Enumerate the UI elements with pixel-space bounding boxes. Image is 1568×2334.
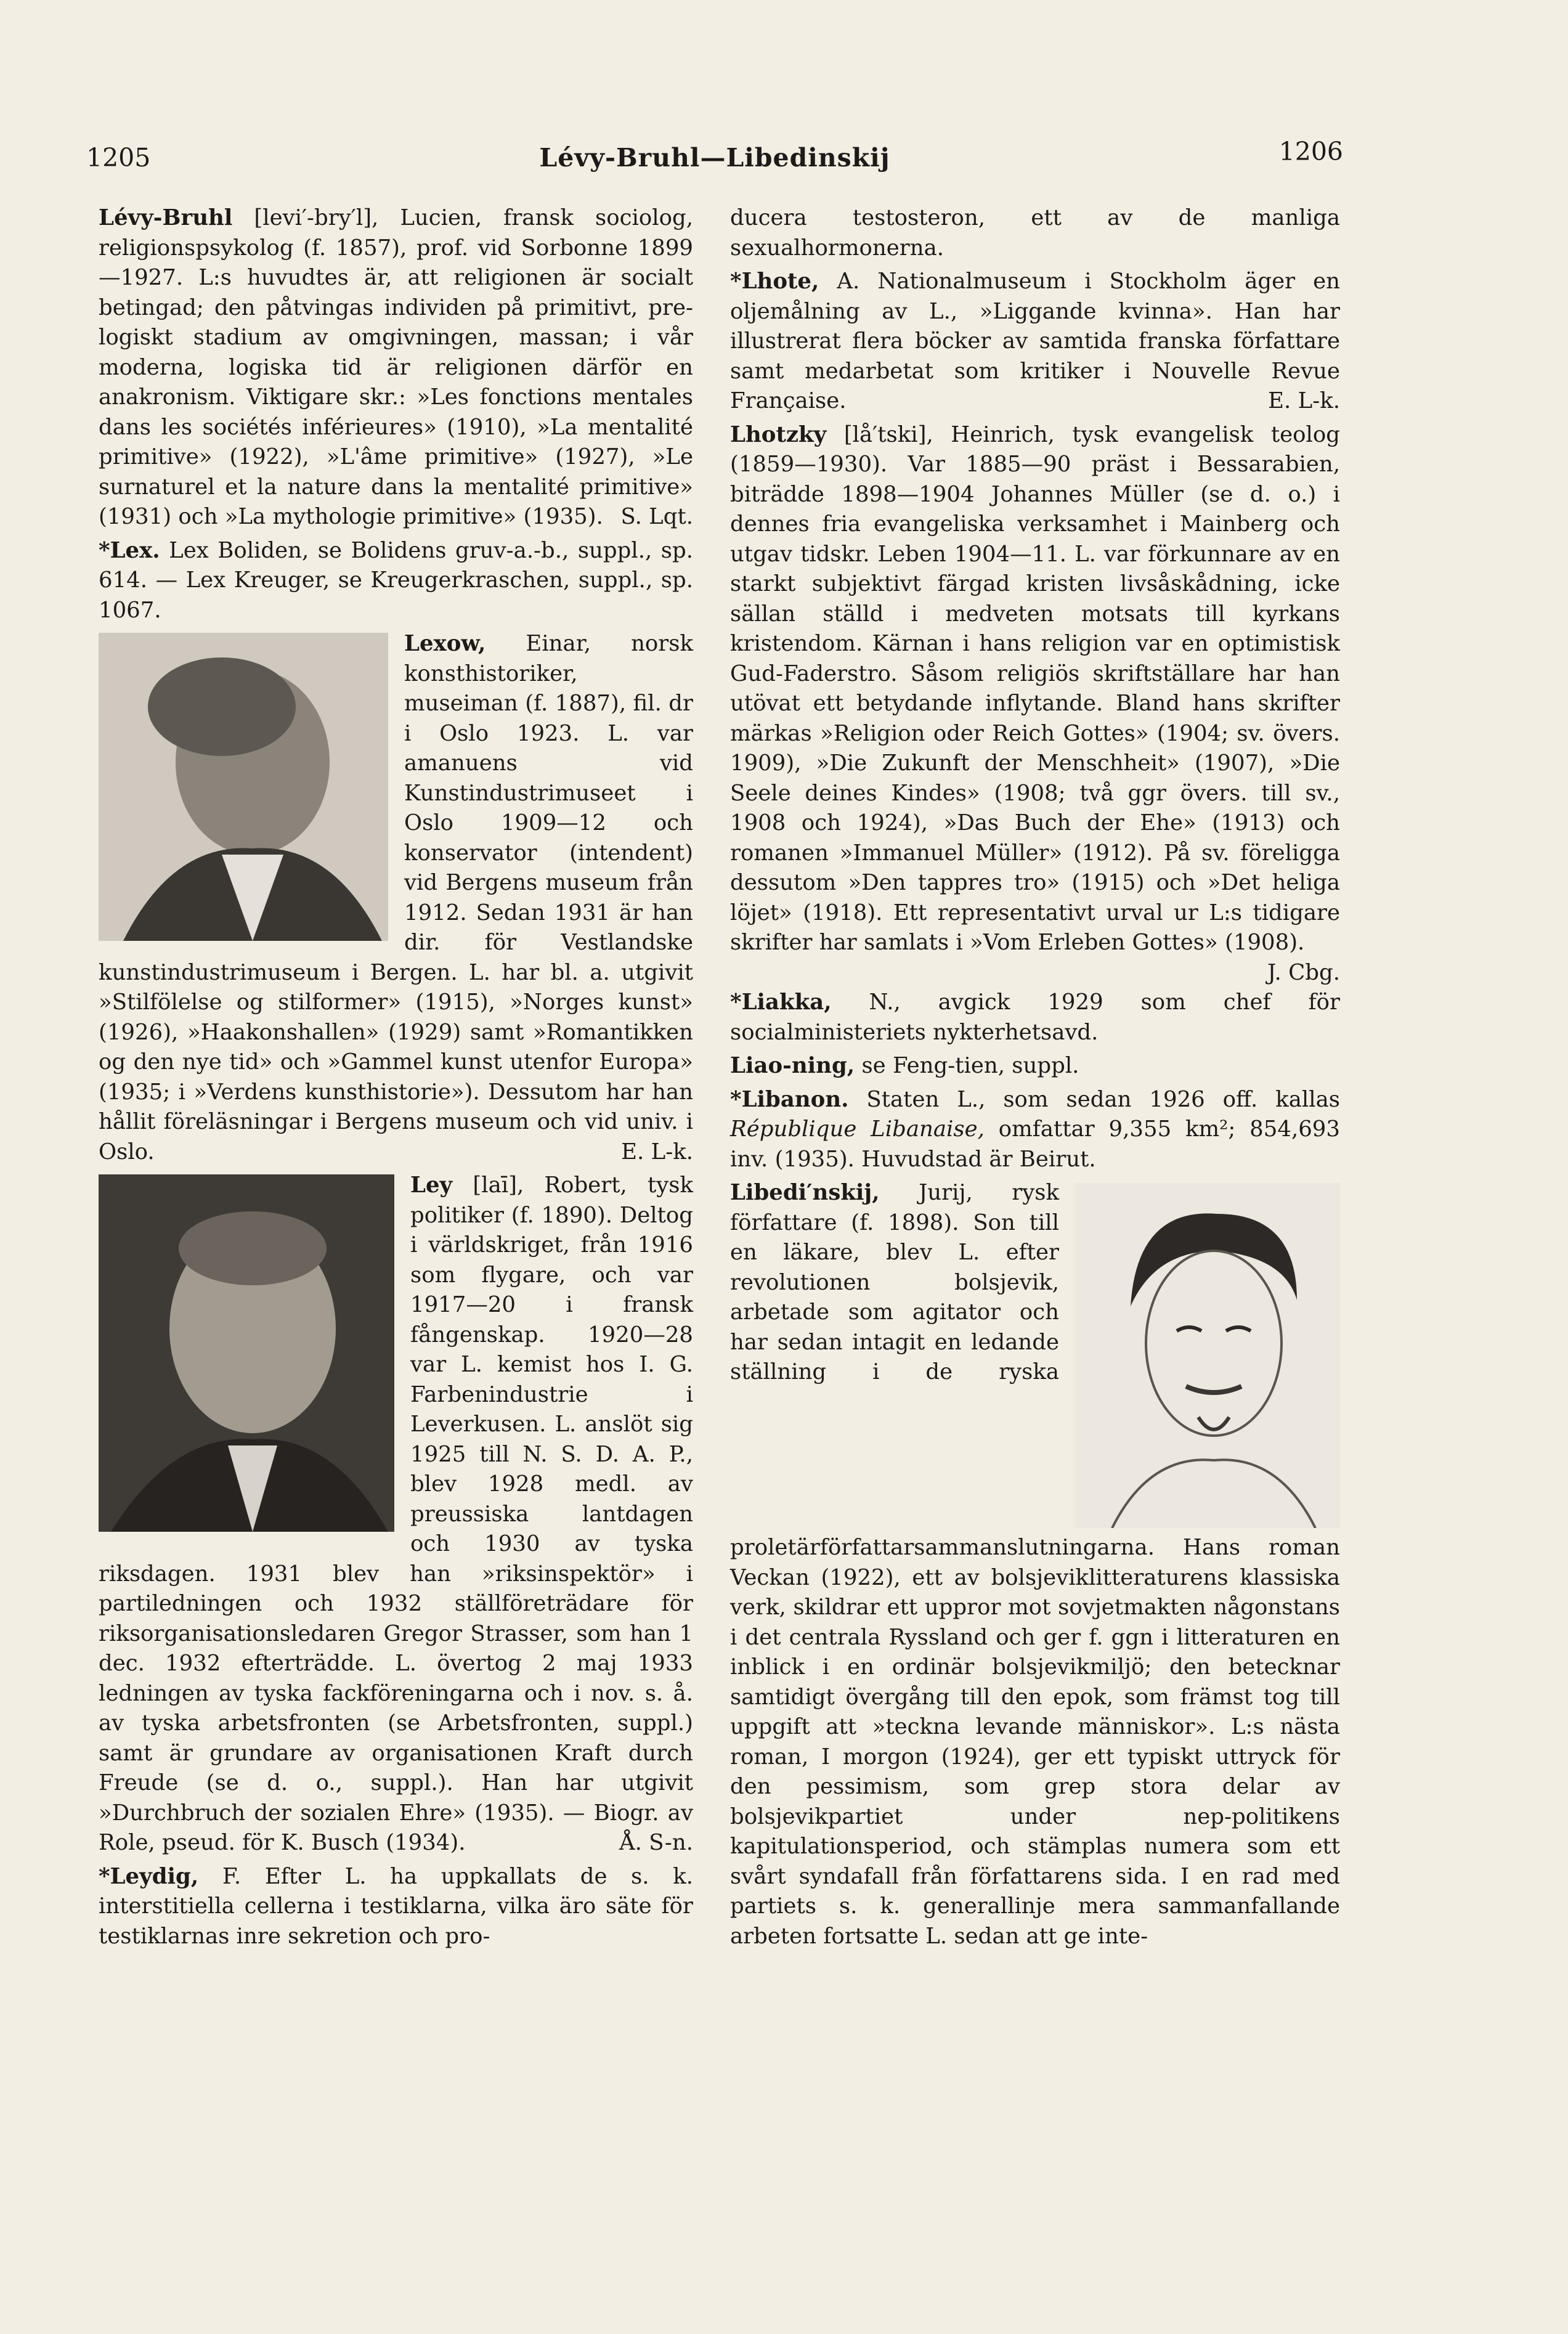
headword: Ley [410,1173,453,1198]
page-number-left: 1205 [86,143,151,173]
entry-text: [lå′tski], Heinrich, tysk evangelisk teolog (1859—1930). Var 1885—90 präst i Bessarabien, biträdde 1898—1904 Johannes Müller (se d. o.) i dennes fria evangeliska verksamhet i Mainberg och utgav tidskr. Leben 1904—11. L. var förkunnare av en starkt subjektivt färgad kristen livsåskådning, icke sällan ställd i medveten motsats till kyrkans kristendom. Kärnan i hans religion var en optimistisk Gud-Faderstro. Såsom religiös skriftställare har han utövat ett betydande inflytande. Bland hans skrifter märkas »Religion oder Reich Gottes» (1904; sv. övers. 1909), »Die Zukunft der Menschheit» (1907), »Die Seele deines Kindes» (1908; två ggr övers. till sv., 1908 och 1924), »Das Buch der Ehe» (1913) och romanen »Immanuel Müller» (1912). På sv. föreligga dessutom »Den tappres tro» (1915) och »Det heliga löjet» (1918). Ett representativt urval ur L:s tidigare skrifter har samlats i »Vom Erleben Gottes» (1908). [730,421,1340,955]
entry-text: A. Nationalmuseum i Stockholm äger en oljemålning av L., »Liggande kvinna». Han har illustrerat flera böcker av samtida franska författare samt medarbetat som kritiker i Nouvelle Revue Française. [730,269,1340,413]
entry-lhote [730,267,1340,417]
official-name: République Libanaise, [730,1116,985,1142]
entry-text: [levi′-bry′l], Lucien, fransk sociolog, religionspsykolog (f. 1857), prof. vid Sorbonne 1899—1927. L:s huvudtes är, att religionen är socialt betingad; den påtvingas individen på primitivt, pre-logiskt stadium av omgivningen, massan; i vår moderna, logiska tid är religionen därför en anakronism. Viktigare skr.: »Les fonctions mentales dans les sociétés inférieures» (1910), »La mentalité primitive» (1922), »L'âme primitive» (1927), »Le surnaturel et la nature dans la mentalité primitive» (1931) och »La mythologie primitive» (1935). [99,205,693,529]
entry-lhotzky [730,420,1340,985]
headword: Liao-ning, [730,1053,855,1078]
headword: Lexow, [404,631,486,656]
entry-libanon [730,1085,1340,1175]
entry-text: [laī], Robert, tysk politiker (f. 1890). Deltog i världskriget, från 1916 som flygare, och var 1917—20 i fransk fångenskap. 1920—28 var L. kemist hos I. G. Farbenindustrie i Leverkusen. L. anslöt sig 1925 till N. S. D. A. P., blev 1928 medl. av preussiska lantdagen och 1930 av tyska riksdagen. 1931 blev han »riksinspektör» i partiledningen och 1932 ställföreträdare för riksorganisationsledaren Gregor Strasser, som han 1 dec. 1932 efterträdde. L. övertog 2 maj 1933 ledningen av tyska fackföreningarna och i nov. s. å. av tyska arbetsfronten (se Arbetsfronten, suppl.) samt är grundare av organisationen Kraft durch Freude (se d. o., suppl.). Han har utgivit »Durchbruch der sozialen Ehre» (1935). — Biogr. av Role, pseud. för K. Busch (1934). [99,1173,693,1855]
entry-text: N., avgick 1929 som chef för socialministeriets nykterhetsavd. [730,990,1340,1045]
author-signature: Å. S-n. [619,1830,693,1855]
headword: *Liakka, [730,990,832,1015]
author-signature: E. L-k. [1268,388,1340,413]
entry-text: Staten L., som sedan 1926 off. kallas [848,1086,1340,1112]
entry-continuation: ducera testosteron, ett av de manliga sexualhormonerna. [730,205,1340,261]
entry-text: omfattar 9,355 km²; 854,693 inv. (1935). Huvudstad är Beirut. [730,1116,1340,1172]
entry-lex [99,536,693,626]
entry-text: Einar, norsk konsthistoriker, museiman (f. 1887), fil. dr i Oslo 1923. L. var amanuens vid Kunstindustrimuseet i Oslo 1909—12 och konservator (intendent) vid Bergens museum från 1912. Sedan 1931 är han dir. för Vestlandske kunstindustrimuseum i Bergen. L. har bl. a. utgivit »Stilfölelse og stilformer» (1915), »Norges kunst» (1926), »Haakonshallen» (1929) samt »Romantikken og den nye tid» och »Gammel kunst utenfor Europa» (1935; i »Verdens kunsthistorie»). Dessutom har han hållit föreläsningar i Bergens museum och vid univ. i Oslo. [99,631,693,1165]
headword: *Lex. [99,537,160,563]
entry-text: Lex Boliden, se Bolidens gruv-a.-b., suppl., sp. 614. — Lex Kreuger, se Kreugerkraschen, suppl., sp. 1067. [99,537,693,623]
portrait-photo-lexow [99,633,388,941]
headword: *Leydig, [99,1863,199,1889]
author-signature: S. Lqt. [620,504,693,529]
entry-levy-bruhl [99,203,693,532]
entry-ley [99,1171,693,1858]
entry-lexow [99,629,693,1167]
entry-libedinskij [730,1178,1340,1951]
headword: Libedi′nskij, [730,1180,880,1205]
page-number-right: 1206 [1278,137,1343,166]
entry-leydig [99,1862,693,1952]
author-signature: J. Cbg. [1267,959,1340,985]
portrait-drawing-libedinskij [1075,1183,1340,1528]
entry-text: se Feng-tien, suppl. [855,1053,1079,1078]
entry-liakka [730,988,1340,1047]
running-title: Lévy-Bruhl—Libedinskij [539,143,890,173]
entry-text: F. Efter L. ha uppkallats de s. k. interstitiella cellerna i testiklarna, vilka äro säte för testiklarnas inre sekretion och pro- [99,1863,693,1949]
running-header [86,137,1343,186]
headword: *Libanon. [730,1086,849,1112]
headword: Lévy-Bruhl [99,205,233,230]
author-signature: E. L-k. [621,1139,693,1165]
headword: Lhotzky [730,421,827,447]
headword: *Lhote, [730,269,819,294]
portrait-photo-ley [99,1174,394,1532]
entry-text: Jurij, rysk författare (f. 1898). Son till en läkare, blev L. efter revolutionen bolsjevik, arbetade som agitator och har sedan intagit en ledande ställning i de ryska proletärförfattarsammanslutningarna. Hans roman Veckan (1922), ett av bolsjeviklitteraturens klassiska verk, skildrar ett uppror mot sovjetmakten någonstans i det centrala Ryssland och ger f. ggn i litteraturen en inblick i en ordinär bolsjevikmiljö; den betecknar samtidigt övergång till den epok, som främst tog till uppgift att »teckna levande människor». L:s nästa roman, I morgon (1924), ger ett typiskt uttryck för den pessimism, som grep stora delar av bolsjevikpartiet under nep-politikens kapitulationsperiod, och stämplas numera som ett svårt syndafall från författarens sida. I en rad med partiets s. k. generallinje mera sammanfallande arbeten fortsatte L. sedan att ge inte- [730,1180,1340,1949]
left-column [99,203,693,2298]
right-column [730,203,1340,2298]
entry-liao-ning [730,1051,1340,1081]
